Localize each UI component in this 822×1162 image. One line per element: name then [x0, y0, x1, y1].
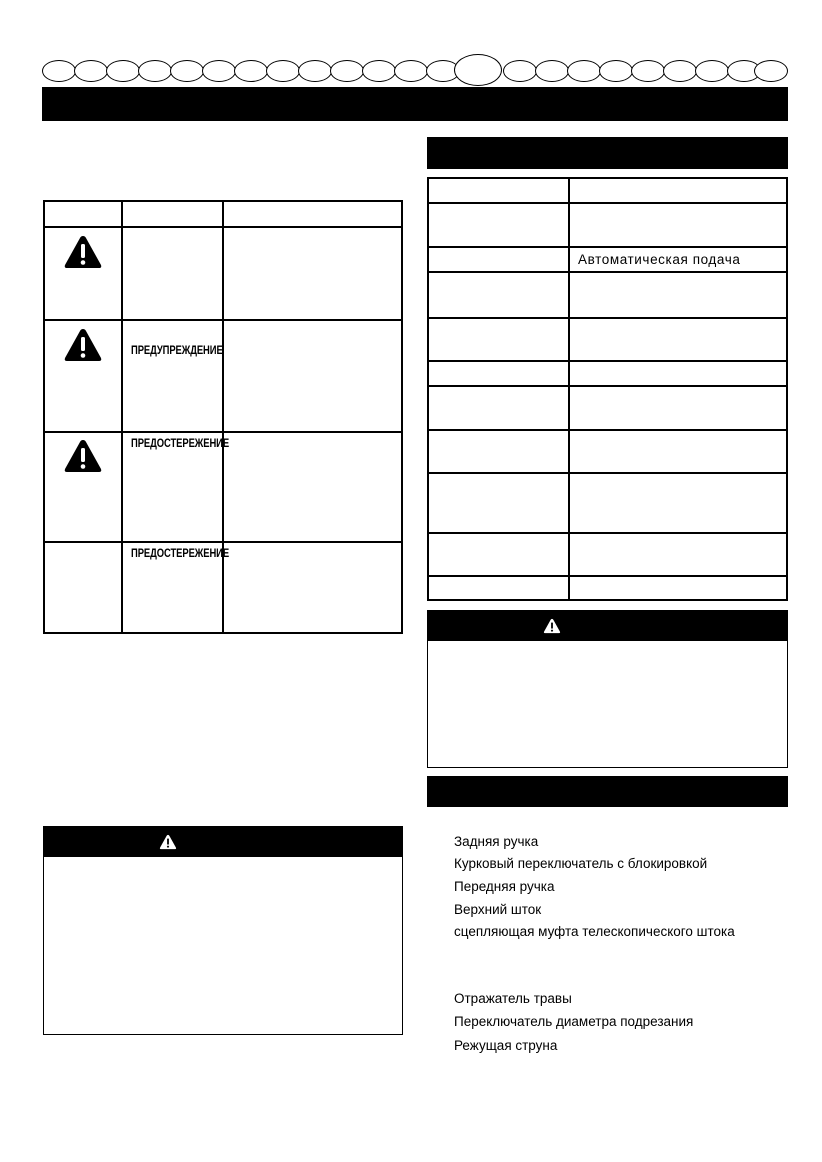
specifications-header [427, 137, 788, 169]
signal-word-caution-no-symbol: ПРЕДОСТЕРЕЖЕНИЕ [131, 548, 230, 560]
table-divider [45, 226, 401, 228]
table-divider [429, 246, 786, 248]
language-oval-icon[interactable] [202, 60, 236, 82]
warning-triangle-icon [63, 327, 103, 363]
table-divider [45, 431, 401, 433]
list-item: Режущая струна [454, 1038, 558, 1053]
feed-type-value: Автоматическая подача [578, 252, 741, 267]
description-header [427, 776, 788, 807]
language-oval-icon[interactable] [234, 60, 268, 82]
language-oval-icon[interactable] [330, 60, 364, 82]
language-oval-icon[interactable] [42, 60, 76, 82]
table-divider [429, 429, 786, 431]
signal-word-caution: ПРЕДОСТЕРЕЖЕНИЕ [131, 438, 230, 450]
warning-box-header [44, 827, 402, 857]
list-item: Передняя ручка [454, 879, 555, 894]
language-oval-icon[interactable] [663, 60, 697, 82]
page-title-bar [42, 87, 788, 121]
table-divider [429, 317, 786, 319]
language-oval-icon[interactable] [695, 60, 729, 82]
language-oval-icon[interactable] [567, 60, 601, 82]
warning-triangle-icon [543, 618, 561, 634]
table-divider [222, 202, 224, 632]
list-item: Переключатель диаметра подрезания [454, 1014, 694, 1029]
table-divider [45, 541, 401, 543]
language-oval-icon[interactable] [106, 60, 140, 82]
language-selector [42, 56, 788, 86]
table-divider [429, 472, 786, 474]
language-oval-icon[interactable] [394, 60, 428, 82]
language-oval-icon[interactable] [754, 60, 788, 82]
table-divider [429, 575, 786, 577]
signal-word-warning: ПРЕДУПРЕЖДЕНИЕ [131, 345, 223, 357]
table-divider [429, 532, 786, 534]
specifications-table [427, 177, 788, 601]
language-oval-icon[interactable] [266, 60, 300, 82]
list-item: Верхний шток [454, 902, 542, 917]
language-oval-icon[interactable] [535, 60, 569, 82]
language-oval-icon[interactable] [298, 60, 332, 82]
table-divider [429, 271, 786, 273]
language-oval-icon[interactable] [599, 60, 633, 82]
list-item: Задняя ручка [454, 834, 539, 849]
symbols-table [43, 200, 403, 634]
table-divider [429, 360, 786, 362]
language-oval-icon[interactable] [74, 60, 108, 82]
language-oval-icon[interactable] [503, 60, 537, 82]
table-divider [429, 385, 786, 387]
language-oval-icon[interactable] [170, 60, 204, 82]
warning-triangle-icon [159, 834, 177, 850]
active-language-oval-icon[interactable] [454, 54, 502, 86]
language-oval-icon[interactable] [631, 60, 665, 82]
warning-triangle-icon [63, 234, 103, 270]
warning-box [43, 826, 403, 1035]
table-divider [568, 179, 570, 599]
list-item: Отражатель травы [454, 991, 572, 1006]
table-divider [121, 202, 123, 632]
table-divider [429, 202, 786, 204]
language-oval-icon[interactable] [138, 60, 172, 82]
list-item: Курковый переключатель с блокировкой [454, 856, 708, 871]
warning-box [427, 610, 788, 768]
list-item: сцепляющая муфта телескопического штока [454, 924, 735, 939]
warning-triangle-icon [63, 438, 103, 474]
table-divider [45, 319, 401, 321]
warning-box-header [428, 611, 787, 641]
language-oval-icon[interactable] [362, 60, 396, 82]
